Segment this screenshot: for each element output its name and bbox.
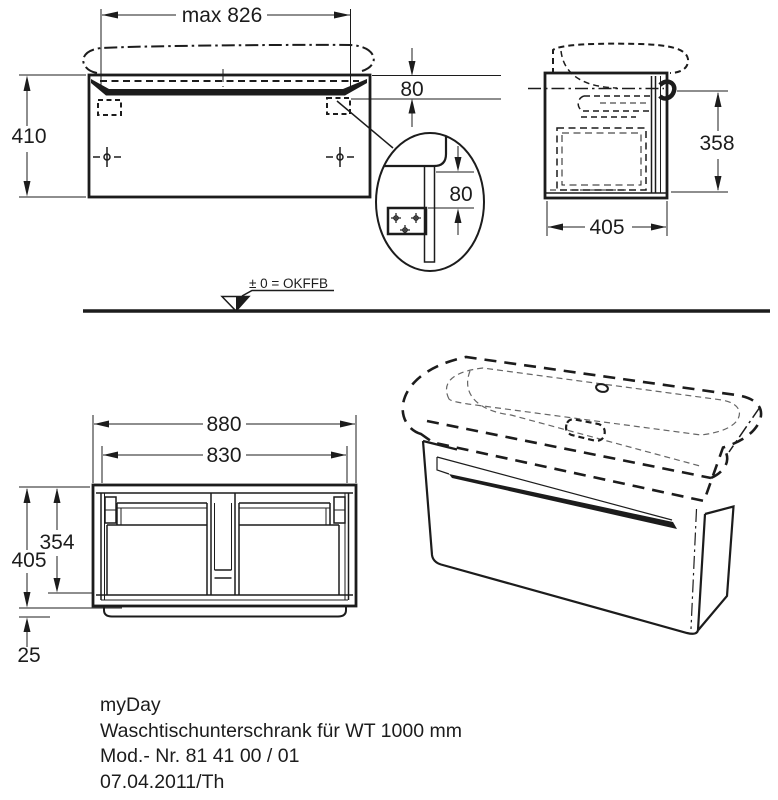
plinth-recess <box>104 606 346 617</box>
mounting-detail <box>372 130 484 271</box>
dim-detail-offset: 80 <box>449 183 473 206</box>
dimension-side-height <box>671 91 735 192</box>
corner-bracket-right <box>334 497 345 523</box>
product-description: Waschtischunterschrank für WT 1000 mm <box>100 719 462 742</box>
title-block <box>100 693 462 795</box>
lower-drawer-hidden <box>557 128 646 190</box>
washbasin-section <box>372 130 446 166</box>
front-view <box>11 4 501 197</box>
corner-bracket-left <box>105 497 116 523</box>
dimension-side-depth <box>547 201 667 239</box>
datum-leader <box>242 291 334 297</box>
drawer-rear-right <box>239 503 339 595</box>
basin-bowl-curve <box>561 51 617 88</box>
dim-front-height: 410 <box>11 125 47 148</box>
mounting-bracket-left <box>98 100 121 115</box>
detail-leader-line <box>337 101 393 148</box>
side-view <box>528 44 735 239</box>
dim-rear-outer-width: 880 <box>206 413 242 436</box>
dim-rear-inner-height: 354 <box>39 531 75 554</box>
dimension-rear-plinth <box>17 617 50 667</box>
drill-point-left <box>93 147 121 167</box>
upper-drawer-hidden <box>578 96 652 117</box>
drain-outlet <box>566 419 605 440</box>
mounting-bracket-right <box>327 98 350 114</box>
floor-datum <box>83 276 770 311</box>
cabinet-side-body <box>545 73 667 198</box>
model-number: Mod.- Nr. 81 41 00 / 01 <box>100 745 300 767</box>
date-author: 07.04.2011/Th <box>100 770 225 793</box>
dim-side-height: 358 <box>699 132 735 155</box>
drill-point-right <box>326 147 354 167</box>
drawer-rear-left <box>107 503 207 595</box>
rear-view <box>11 413 356 667</box>
datum-label: ± 0 = OKFFB <box>249 276 329 291</box>
washbasin-outline-side <box>553 44 688 74</box>
perspective-view <box>403 357 761 634</box>
bracket-screw-1 <box>391 213 401 223</box>
center-divider <box>211 493 235 595</box>
washbasin-inner-rim <box>446 368 739 435</box>
dim-front-rail-offset: 80 <box>400 78 424 101</box>
dim-rear-plinth: 25 <box>17 644 41 667</box>
dim-side-depth: 405 <box>589 216 625 239</box>
dimension-rear-inner-width <box>102 444 347 483</box>
dim-rear-height: 405 <box>11 549 47 572</box>
dimension-front-height <box>11 75 86 197</box>
dim-front-max-width: max 826 <box>181 4 263 27</box>
dim-rear-inner-width: 830 <box>206 444 242 467</box>
washbasin-outline-front <box>83 45 374 73</box>
bracket-screw-2 <box>411 213 421 223</box>
product-name: myDay <box>100 694 161 716</box>
